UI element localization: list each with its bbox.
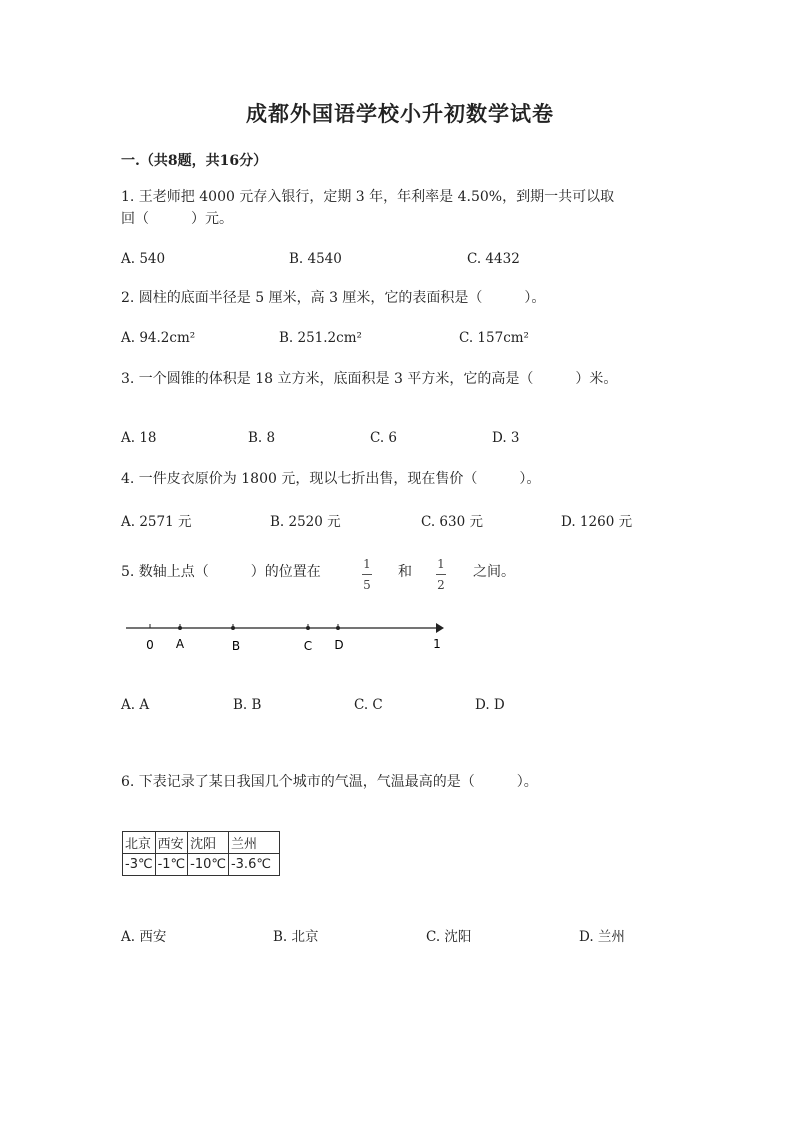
label-a: A [175, 637, 185, 651]
question-5-text-c: 之间。 [473, 564, 515, 580]
q3-option-b: B. 8 [248, 430, 276, 446]
table-cell-temp: -3℃ [123, 854, 156, 876]
q4-option-d: D. 1260 元 [561, 514, 633, 530]
q6-option-b: B. 北京 [273, 929, 319, 945]
q4-option-c: C. 630 元 [421, 514, 483, 530]
number-line [118, 612, 454, 662]
label-one: 1 [433, 637, 441, 651]
q3-option-c: C. 6 [370, 430, 398, 446]
question-5-text-b: 和 [398, 564, 412, 580]
fraction-one-fifth [362, 557, 372, 592]
q6-option-d: D. 兰州 [579, 929, 625, 945]
question-4-text: 4. 一件皮衣原价为 1800 元，现以七折出售，现在售价（ ）。 [121, 471, 541, 487]
label-b: B [231, 639, 241, 653]
fraction-denominator: 2 [437, 578, 445, 592]
q6-option-a: A. 西安 [121, 929, 167, 945]
table-row-temps [123, 854, 280, 876]
label-zero: 0 [146, 638, 154, 652]
q5-option-d: D. D [475, 697, 505, 713]
table-cell-temp: -10℃ [188, 854, 229, 876]
q5-option-c: C. C [354, 697, 383, 713]
q4-option-b: B. 2520 元 [270, 514, 341, 530]
point-b [231, 626, 235, 630]
fraction-bar [362, 574, 372, 575]
point-c [306, 626, 310, 630]
table-cell-city: 兰州 [228, 832, 279, 854]
fraction-one-half [436, 557, 446, 592]
number-line-arrow [436, 623, 444, 633]
question-1-line-1: 1. 王老师把 4000 元存入银行，定期 3 年，年利率是 4.50%，到期一共可以取 [121, 189, 615, 205]
table-cell-city: 沈阳 [188, 832, 229, 854]
q2-option-b: B. 251.2cm² [279, 330, 362, 346]
question-5-text-a: 5. 数轴上点（ ）的位置在 [121, 564, 321, 580]
temperature-table [122, 831, 280, 876]
q4-option-a: A. 2571 元 [121, 514, 192, 530]
q1-option-c: C. 4432 [467, 251, 520, 267]
question-3-text: 3. 一个圆锥的体积是 18 立方米，底面积是 3 平方米，它的高是（ ）米。 [121, 371, 618, 387]
q3-option-d: D. 3 [492, 430, 520, 446]
fraction-denominator: 5 [363, 578, 371, 592]
page-title: 成都外国语学校小升初数学试卷 [246, 101, 554, 126]
question-1-line-2: 回（ ）元。 [121, 211, 233, 227]
q2-option-a: A. 94.2cm² [121, 330, 196, 346]
point-d [336, 626, 340, 630]
table-cell-temp: -3.6℃ [228, 854, 279, 876]
fraction-numerator: 1 [437, 557, 445, 571]
q1-option-b: B. 4540 [289, 251, 342, 267]
q1-option-a: A. 540 [121, 251, 166, 267]
label-d: D [334, 638, 344, 652]
q6-option-c: C. 沈阳 [426, 929, 472, 945]
q5-option-a: A. A [121, 697, 150, 713]
q2-option-c: C. 157cm² [459, 330, 529, 346]
fraction-bar [436, 574, 446, 575]
table-cell-temp: -1℃ [155, 854, 188, 876]
question-6-text: 6. 下表记录了某日我国几个城市的气温，气温最高的是（ ）。 [121, 774, 538, 790]
fraction-numerator: 1 [363, 557, 371, 571]
table-cell-city: 北京 [123, 832, 156, 854]
point-a [178, 626, 182, 630]
question-2-text: 2. 圆柱的底面半径是 5 厘米，高 3 厘米，它的表面积是（ ）。 [121, 290, 546, 306]
q3-option-a: A. 18 [121, 430, 157, 446]
label-c: C [303, 639, 313, 653]
q5-option-b: B. B [233, 697, 262, 713]
table-cell-city: 西安 [155, 832, 188, 854]
section-heading: 一.（共8题，共16分） [121, 153, 268, 169]
table-row-cities [123, 832, 280, 854]
